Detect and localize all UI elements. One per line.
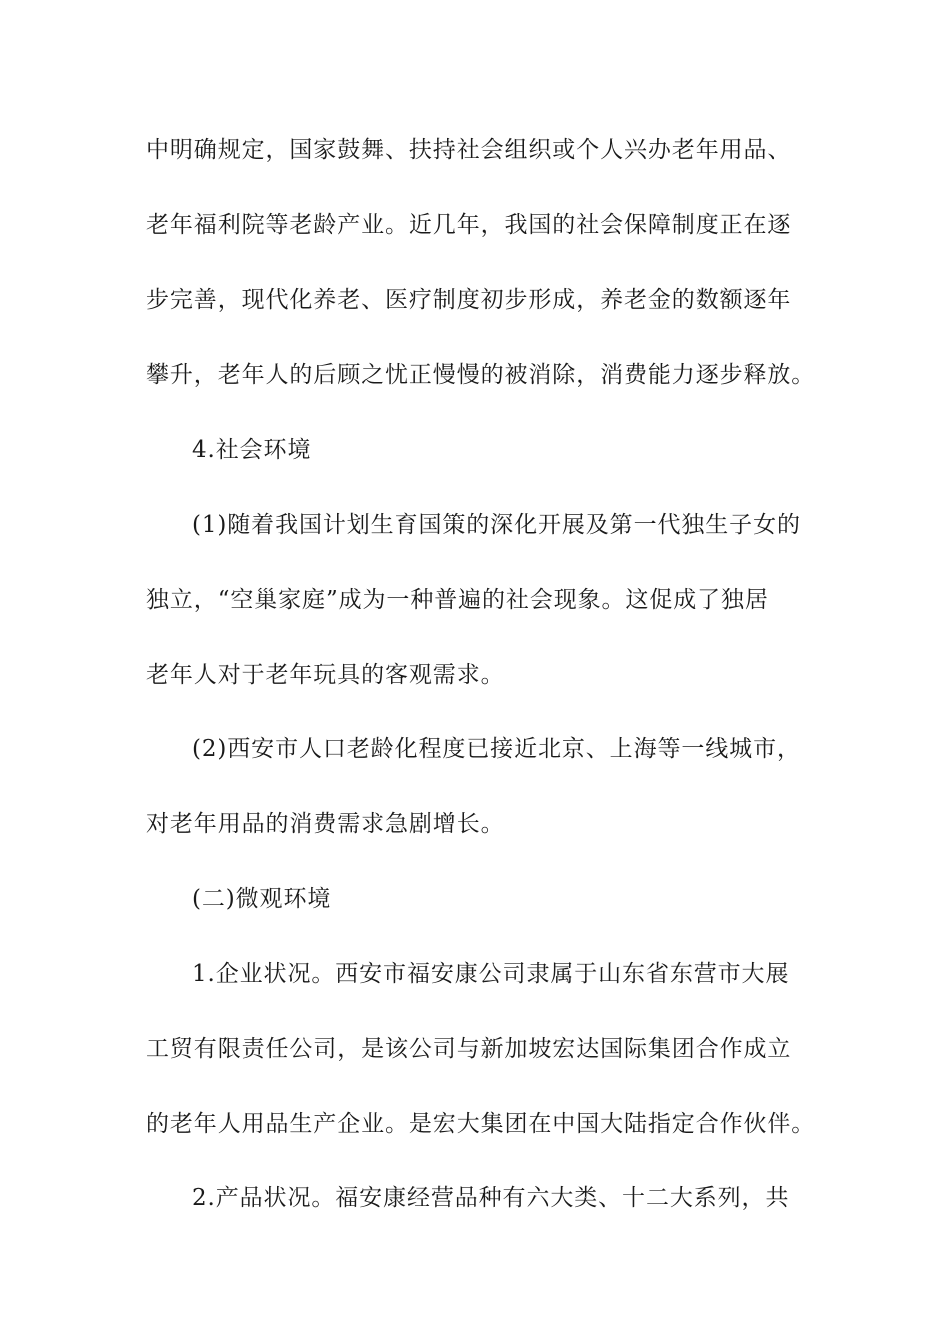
text-line: 工贸有限责任公司，是该公司与新加坡宏达国际集团合作成立	[146, 1036, 792, 1062]
text-line: 的老年人用品生产企业。是宏大集团在中国大陆指定合作伙伴。	[146, 1111, 816, 1137]
text-line: 老年人对于老年玩具的客观需求。	[146, 662, 505, 688]
text-line: (2)西安市人口老龄化程度已接近北京、上海等一线城市，	[192, 736, 801, 762]
text-line: 攀升，老年人的后顾之忧正慢慢的被消除，消费能力逐步释放。	[146, 362, 816, 388]
text-line: 1.企业状况。西安市福安康公司隶属于山东省东营市大展	[192, 961, 790, 987]
text-line: 2.产品状况。福安康经营品种有六大类、十二大系列，共	[192, 1185, 790, 1211]
text-line: 步完善，现代化养老、医疗制度初步形成，养老金的数额逐年	[146, 287, 792, 313]
section-heading: 4.社会环境	[192, 437, 312, 463]
text-line: 对老年用品的消费需求急剧增长。	[146, 811, 505, 837]
text-line: 中明确规定，国家鼓舞、扶持社会组织或个人兴办老年用品、	[146, 137, 792, 163]
text-line: 老年福利院等老龄产业。近几年，我国的社会保障制度正在逐	[146, 212, 792, 238]
text-line: 独立，“空巢家庭”成为一种普遍的社会现象。这促成了独居	[146, 587, 769, 613]
text-line: (1)随着我国计划生育国策的深化开展及第一代独生子女的	[192, 512, 801, 538]
section-heading: (二)微观环境	[192, 886, 332, 912]
